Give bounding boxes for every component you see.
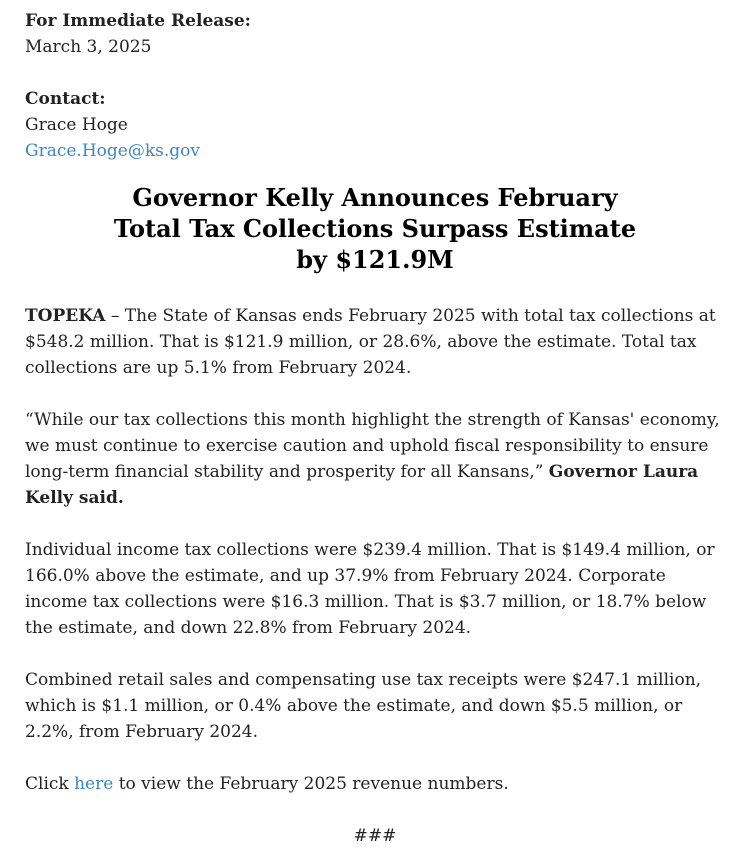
release-block bbox=[25, 8, 725, 60]
paragraph-quote bbox=[25, 407, 725, 511]
link-suffix: to view the February 2025 revenue numbers. bbox=[113, 774, 509, 794]
quote-attribution: Governor Laura Kelly said. bbox=[25, 462, 699, 508]
revenue-numbers-link[interactable]: here bbox=[74, 774, 114, 794]
headline bbox=[25, 182, 725, 275]
paragraph-sales-tax bbox=[25, 667, 725, 745]
release-date: March 3, 2025 bbox=[25, 37, 152, 57]
headline-line-3: by $121.9M bbox=[296, 245, 454, 274]
income-tax-text: Individual income tax collections were $239.4 million. That is $149.4 million, or 166.0% above the estimate, and up 37.9% from February 2024. Corporate income tax collections were $16.3 million. That is $3.7 million, or 18.7% below the estimate, and down 22.8% from February 2024. bbox=[25, 540, 715, 638]
headline-line-2: Total Tax Collections Surpass Estimate bbox=[113, 214, 637, 243]
dateline: TOPEKA bbox=[25, 306, 106, 326]
paragraph-income-tax bbox=[25, 537, 725, 641]
contact-block bbox=[25, 86, 725, 164]
paragraph-summary bbox=[25, 303, 725, 381]
sales-tax-text: Combined retail sales and compensating use tax receipts were $247.1 million, which is $1.1 million, or 0.4% above the estimate, and down $5.5 million, or 2.2%, from February 2024. bbox=[25, 670, 702, 742]
contact-email-link[interactable]: Grace.Hoge@ks.gov bbox=[25, 141, 200, 161]
contact-name: Grace Hoge bbox=[25, 115, 128, 135]
summary-text: – The State of Kansas ends February 2025 with total tax collections at $548.2 million. That is $121.9 million, or 28.6%, above the estimate. Total tax collections are up 5.1% from February 2024. bbox=[25, 306, 716, 378]
quote-text: “While our tax collections this month highlight the strength of Kansas' economy, we must continue to exercise caution and uphold fiscal responsibility to ensure long-term financial stability and prosperity for all Kansans,” bbox=[25, 410, 720, 482]
contact-label: Contact: bbox=[25, 89, 106, 109]
release-label: For Immediate Release: bbox=[25, 11, 251, 31]
end-mark: ### bbox=[353, 826, 397, 846]
link-prefix: Click bbox=[25, 774, 75, 794]
press-release bbox=[25, 8, 725, 849]
headline-line-1: Governor Kelly Announces February bbox=[132, 183, 618, 212]
paragraph-link bbox=[25, 771, 725, 797]
